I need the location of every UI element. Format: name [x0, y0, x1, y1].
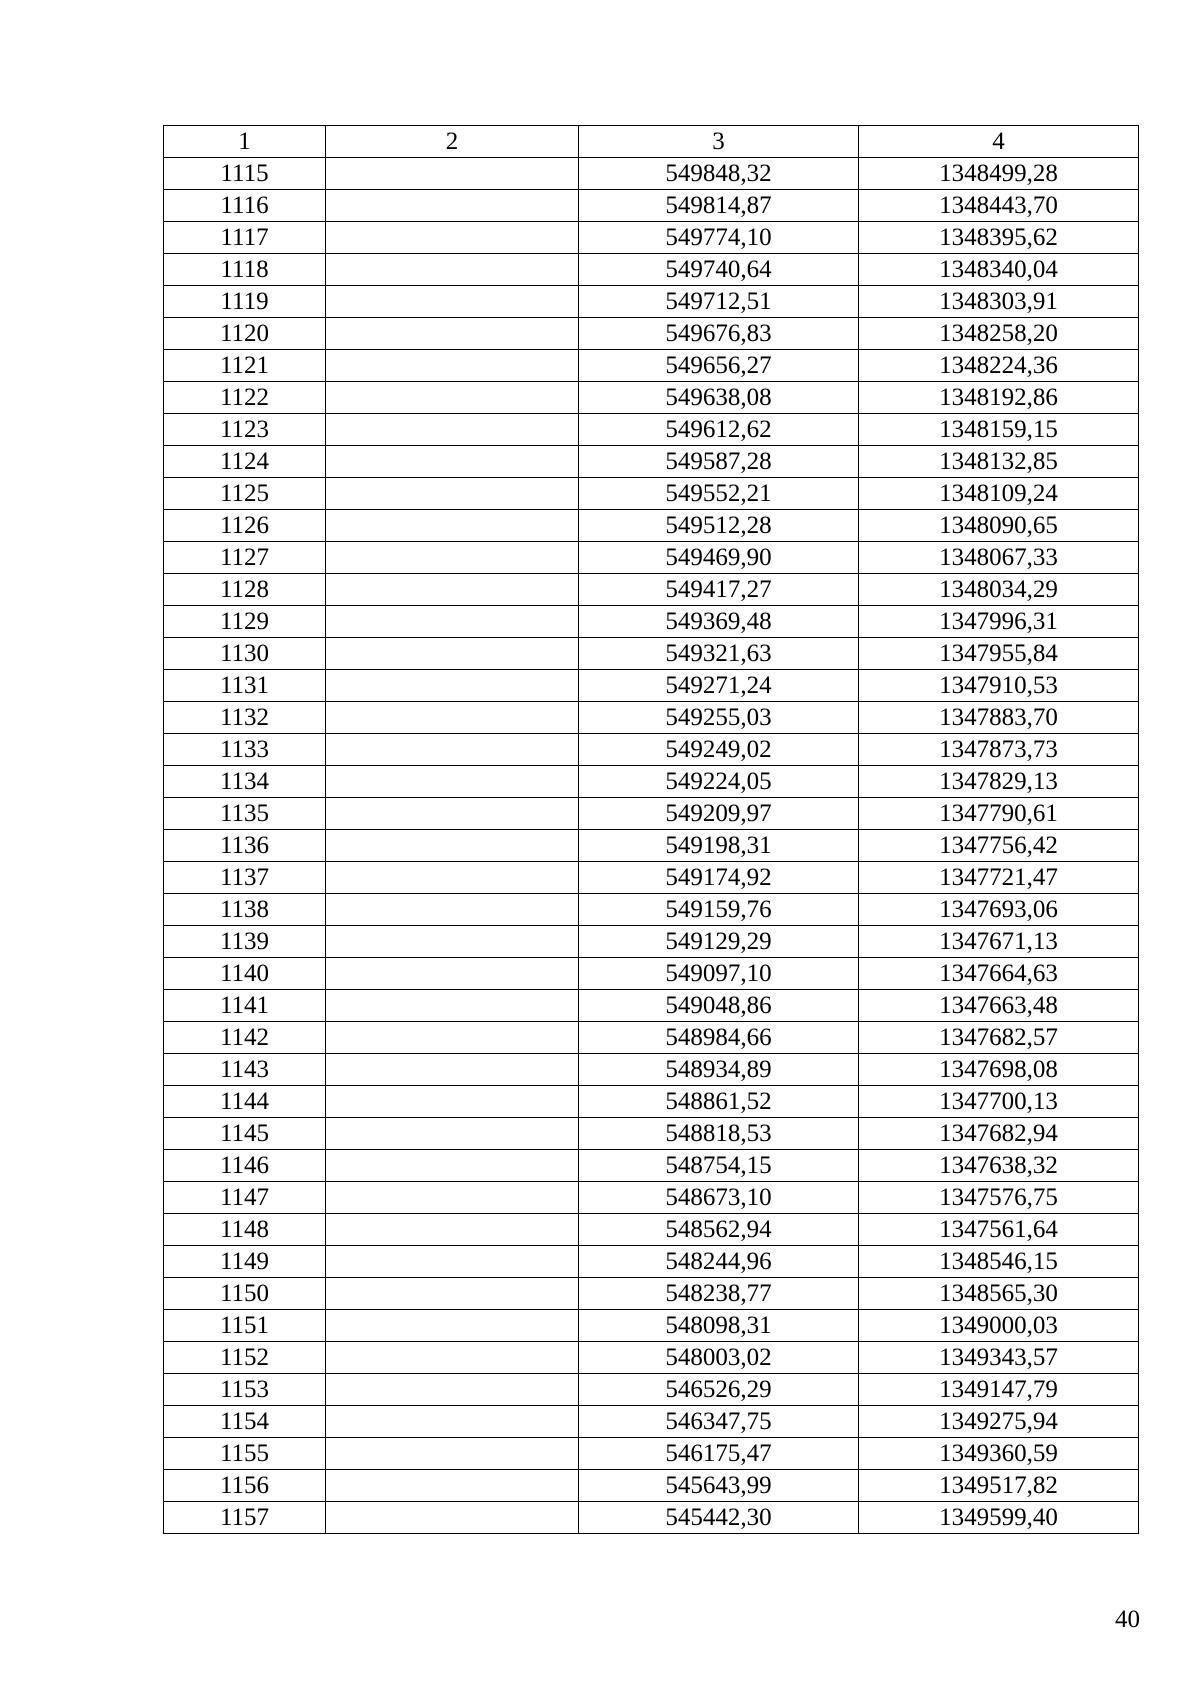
y-coordinate-cell: 1347910,53 [859, 670, 1139, 702]
empty-cell [326, 510, 579, 542]
x-coordinate-cell: 546175,47 [579, 1438, 859, 1470]
point-number-cell: 1127 [164, 542, 326, 574]
x-coordinate-cell: 549271,24 [579, 670, 859, 702]
y-coordinate-cell: 1347663,48 [859, 990, 1139, 1022]
x-coordinate-cell: 549417,27 [579, 574, 859, 606]
y-coordinate-cell: 1347955,84 [859, 638, 1139, 670]
point-number-cell: 1133 [164, 734, 326, 766]
y-coordinate-cell: 1349275,94 [859, 1406, 1139, 1438]
table-row [164, 1342, 1139, 1374]
empty-cell [326, 542, 579, 574]
point-number-cell: 1129 [164, 606, 326, 638]
empty-cell [326, 1502, 579, 1534]
x-coordinate-cell: 545442,30 [579, 1502, 859, 1534]
point-number-cell: 1151 [164, 1310, 326, 1342]
y-coordinate-cell: 1348224,36 [859, 350, 1139, 382]
empty-cell [326, 574, 579, 606]
empty-cell [326, 1246, 579, 1278]
table-row [164, 638, 1139, 670]
empty-cell [326, 990, 579, 1022]
x-coordinate-cell: 549656,27 [579, 350, 859, 382]
empty-cell [326, 638, 579, 670]
empty-cell [326, 222, 579, 254]
point-number-cell: 1134 [164, 766, 326, 798]
x-coordinate-cell: 546347,75 [579, 1406, 859, 1438]
table-row [164, 670, 1139, 702]
table-row [164, 894, 1139, 926]
column-header-4: 4 [859, 126, 1139, 158]
x-coordinate-cell: 549174,92 [579, 862, 859, 894]
y-coordinate-cell: 1347664,63 [859, 958, 1139, 990]
empty-cell [326, 1278, 579, 1310]
table-row [164, 1150, 1139, 1182]
empty-cell [326, 158, 579, 190]
x-coordinate-cell: 548754,15 [579, 1150, 859, 1182]
x-coordinate-cell: 549249,02 [579, 734, 859, 766]
empty-cell [326, 1438, 579, 1470]
table-row [164, 318, 1139, 350]
point-number-cell: 1149 [164, 1246, 326, 1278]
empty-cell [326, 1214, 579, 1246]
y-coordinate-cell: 1348192,86 [859, 382, 1139, 414]
y-coordinate-cell: 1349147,79 [859, 1374, 1139, 1406]
y-coordinate-cell: 1348443,70 [859, 190, 1139, 222]
empty-cell [326, 382, 579, 414]
point-number-cell: 1131 [164, 670, 326, 702]
table-row [164, 222, 1139, 254]
table-row [164, 606, 1139, 638]
table-row [164, 1246, 1139, 1278]
point-number-cell: 1122 [164, 382, 326, 414]
point-number-cell: 1153 [164, 1374, 326, 1406]
point-number-cell: 1119 [164, 286, 326, 318]
point-number-cell: 1117 [164, 222, 326, 254]
x-coordinate-cell: 548934,89 [579, 1054, 859, 1086]
y-coordinate-cell: 1347698,08 [859, 1054, 1139, 1086]
point-number-cell: 1137 [164, 862, 326, 894]
x-coordinate-cell: 548673,10 [579, 1182, 859, 1214]
x-coordinate-cell: 549129,29 [579, 926, 859, 958]
point-number-cell: 1126 [164, 510, 326, 542]
empty-cell [326, 1054, 579, 1086]
x-coordinate-cell: 549774,10 [579, 222, 859, 254]
y-coordinate-cell: 1348546,15 [859, 1246, 1139, 1278]
point-number-cell: 1150 [164, 1278, 326, 1310]
empty-cell [326, 670, 579, 702]
y-coordinate-cell: 1347682,57 [859, 1022, 1139, 1054]
table-header-row [164, 126, 1139, 158]
x-coordinate-cell: 548003,02 [579, 1342, 859, 1374]
point-number-cell: 1146 [164, 1150, 326, 1182]
coordinates-table [163, 125, 1139, 1534]
point-number-cell: 1116 [164, 190, 326, 222]
empty-cell [326, 702, 579, 734]
column-header-3: 3 [579, 126, 859, 158]
point-number-cell: 1136 [164, 830, 326, 862]
x-coordinate-cell: 549469,90 [579, 542, 859, 574]
coordinates-table-container [163, 125, 1138, 1534]
empty-cell [326, 1342, 579, 1374]
empty-cell [326, 190, 579, 222]
x-coordinate-cell: 549048,86 [579, 990, 859, 1022]
y-coordinate-cell: 1347883,70 [859, 702, 1139, 734]
empty-cell [326, 958, 579, 990]
table-row [164, 1406, 1139, 1438]
y-coordinate-cell: 1348132,85 [859, 446, 1139, 478]
empty-cell [326, 894, 579, 926]
point-number-cell: 1125 [164, 478, 326, 510]
x-coordinate-cell: 549097,10 [579, 958, 859, 990]
y-coordinate-cell: 1347829,13 [859, 766, 1139, 798]
y-coordinate-cell: 1347700,13 [859, 1086, 1139, 1118]
table-row [164, 734, 1139, 766]
table-row [164, 1438, 1139, 1470]
table-row [164, 1470, 1139, 1502]
table-row [164, 1374, 1139, 1406]
empty-cell [326, 478, 579, 510]
point-number-cell: 1155 [164, 1438, 326, 1470]
table-row [164, 1502, 1139, 1534]
table-row [164, 798, 1139, 830]
x-coordinate-cell: 549740,64 [579, 254, 859, 286]
y-coordinate-cell: 1347576,75 [859, 1182, 1139, 1214]
empty-cell [326, 1470, 579, 1502]
y-coordinate-cell: 1347721,47 [859, 862, 1139, 894]
column-header-1: 1 [164, 126, 326, 158]
empty-cell [326, 1406, 579, 1438]
empty-cell [326, 1182, 579, 1214]
y-coordinate-cell: 1349599,40 [859, 1502, 1139, 1534]
table-row [164, 350, 1139, 382]
y-coordinate-cell: 1347756,42 [859, 830, 1139, 862]
point-number-cell: 1135 [164, 798, 326, 830]
point-number-cell: 1142 [164, 1022, 326, 1054]
point-number-cell: 1141 [164, 990, 326, 1022]
empty-cell [326, 286, 579, 318]
table-row [164, 926, 1139, 958]
y-coordinate-cell: 1348303,91 [859, 286, 1139, 318]
point-number-cell: 1140 [164, 958, 326, 990]
x-coordinate-cell: 549512,28 [579, 510, 859, 542]
table-row [164, 1278, 1139, 1310]
empty-cell [326, 1022, 579, 1054]
table-row [164, 1310, 1139, 1342]
y-coordinate-cell: 1348395,62 [859, 222, 1139, 254]
y-coordinate-cell: 1348258,20 [859, 318, 1139, 350]
x-coordinate-cell: 548984,66 [579, 1022, 859, 1054]
x-coordinate-cell: 546526,29 [579, 1374, 859, 1406]
x-coordinate-cell: 548238,77 [579, 1278, 859, 1310]
y-coordinate-cell: 1349343,57 [859, 1342, 1139, 1374]
x-coordinate-cell: 549612,62 [579, 414, 859, 446]
y-coordinate-cell: 1347996,31 [859, 606, 1139, 638]
point-number-cell: 1156 [164, 1470, 326, 1502]
x-coordinate-cell: 549224,05 [579, 766, 859, 798]
point-number-cell: 1144 [164, 1086, 326, 1118]
y-coordinate-cell: 1348034,29 [859, 574, 1139, 606]
table-row [164, 414, 1139, 446]
table-row [164, 702, 1139, 734]
point-number-cell: 1145 [164, 1118, 326, 1150]
point-number-cell: 1143 [164, 1054, 326, 1086]
x-coordinate-cell: 549209,97 [579, 798, 859, 830]
x-coordinate-cell: 549255,03 [579, 702, 859, 734]
empty-cell [326, 414, 579, 446]
table-row [164, 990, 1139, 1022]
table-row [164, 1182, 1139, 1214]
table-row [164, 286, 1139, 318]
x-coordinate-cell: 549638,08 [579, 382, 859, 414]
y-coordinate-cell: 1349517,82 [859, 1470, 1139, 1502]
x-coordinate-cell: 549712,51 [579, 286, 859, 318]
empty-cell [326, 862, 579, 894]
table-row [164, 446, 1139, 478]
point-number-cell: 1115 [164, 158, 326, 190]
x-coordinate-cell: 545643,99 [579, 1470, 859, 1502]
empty-cell [326, 606, 579, 638]
table-row [164, 510, 1139, 542]
y-coordinate-cell: 1347638,32 [859, 1150, 1139, 1182]
x-coordinate-cell: 549676,83 [579, 318, 859, 350]
x-coordinate-cell: 548562,94 [579, 1214, 859, 1246]
x-coordinate-cell: 549552,21 [579, 478, 859, 510]
y-coordinate-cell: 1348565,30 [859, 1278, 1139, 1310]
table-row [164, 158, 1139, 190]
table-body [164, 158, 1139, 1534]
y-coordinate-cell: 1349360,59 [859, 1438, 1139, 1470]
y-coordinate-cell: 1347693,06 [859, 894, 1139, 926]
table-row [164, 1022, 1139, 1054]
x-coordinate-cell: 549321,63 [579, 638, 859, 670]
y-coordinate-cell: 1347790,61 [859, 798, 1139, 830]
y-coordinate-cell: 1347561,64 [859, 1214, 1139, 1246]
x-coordinate-cell: 549814,87 [579, 190, 859, 222]
point-number-cell: 1124 [164, 446, 326, 478]
point-number-cell: 1120 [164, 318, 326, 350]
point-number-cell: 1121 [164, 350, 326, 382]
empty-cell [326, 1150, 579, 1182]
empty-cell [326, 1086, 579, 1118]
empty-cell [326, 766, 579, 798]
empty-cell [326, 318, 579, 350]
empty-cell [326, 1310, 579, 1342]
table-row [164, 542, 1139, 574]
table-row [164, 254, 1139, 286]
point-number-cell: 1128 [164, 574, 326, 606]
empty-cell [326, 254, 579, 286]
point-number-cell: 1147 [164, 1182, 326, 1214]
x-coordinate-cell: 549848,32 [579, 158, 859, 190]
point-number-cell: 1130 [164, 638, 326, 670]
point-number-cell: 1157 [164, 1502, 326, 1534]
empty-cell [326, 1374, 579, 1406]
empty-cell [326, 1118, 579, 1150]
page-number: 40 [1115, 1606, 1140, 1633]
table-row [164, 382, 1139, 414]
x-coordinate-cell: 549159,76 [579, 894, 859, 926]
point-number-cell: 1138 [164, 894, 326, 926]
y-coordinate-cell: 1348067,33 [859, 542, 1139, 574]
y-coordinate-cell: 1348340,04 [859, 254, 1139, 286]
y-coordinate-cell: 1348499,28 [859, 158, 1139, 190]
y-coordinate-cell: 1348090,65 [859, 510, 1139, 542]
x-coordinate-cell: 549198,31 [579, 830, 859, 862]
y-coordinate-cell: 1348159,15 [859, 414, 1139, 446]
empty-cell [326, 446, 579, 478]
table-row [164, 1118, 1139, 1150]
x-coordinate-cell: 548818,53 [579, 1118, 859, 1150]
empty-cell [326, 798, 579, 830]
y-coordinate-cell: 1347682,94 [859, 1118, 1139, 1150]
table-row [164, 1054, 1139, 1086]
x-coordinate-cell: 548244,96 [579, 1246, 859, 1278]
y-coordinate-cell: 1347671,13 [859, 926, 1139, 958]
x-coordinate-cell: 549369,48 [579, 606, 859, 638]
empty-cell [326, 734, 579, 766]
point-number-cell: 1118 [164, 254, 326, 286]
column-header-2: 2 [326, 126, 579, 158]
point-number-cell: 1154 [164, 1406, 326, 1438]
empty-cell [326, 350, 579, 382]
table-row [164, 862, 1139, 894]
point-number-cell: 1148 [164, 1214, 326, 1246]
x-coordinate-cell: 549587,28 [579, 446, 859, 478]
y-coordinate-cell: 1347873,73 [859, 734, 1139, 766]
empty-cell [326, 830, 579, 862]
table-row [164, 1214, 1139, 1246]
y-coordinate-cell: 1348109,24 [859, 478, 1139, 510]
empty-cell [326, 926, 579, 958]
table-row [164, 190, 1139, 222]
table-row [164, 766, 1139, 798]
table-row [164, 830, 1139, 862]
x-coordinate-cell: 548098,31 [579, 1310, 859, 1342]
point-number-cell: 1152 [164, 1342, 326, 1374]
table-row [164, 958, 1139, 990]
table-row [164, 574, 1139, 606]
point-number-cell: 1139 [164, 926, 326, 958]
point-number-cell: 1132 [164, 702, 326, 734]
y-coordinate-cell: 1349000,03 [859, 1310, 1139, 1342]
table-row [164, 478, 1139, 510]
point-number-cell: 1123 [164, 414, 326, 446]
x-coordinate-cell: 548861,52 [579, 1086, 859, 1118]
table-row [164, 1086, 1139, 1118]
